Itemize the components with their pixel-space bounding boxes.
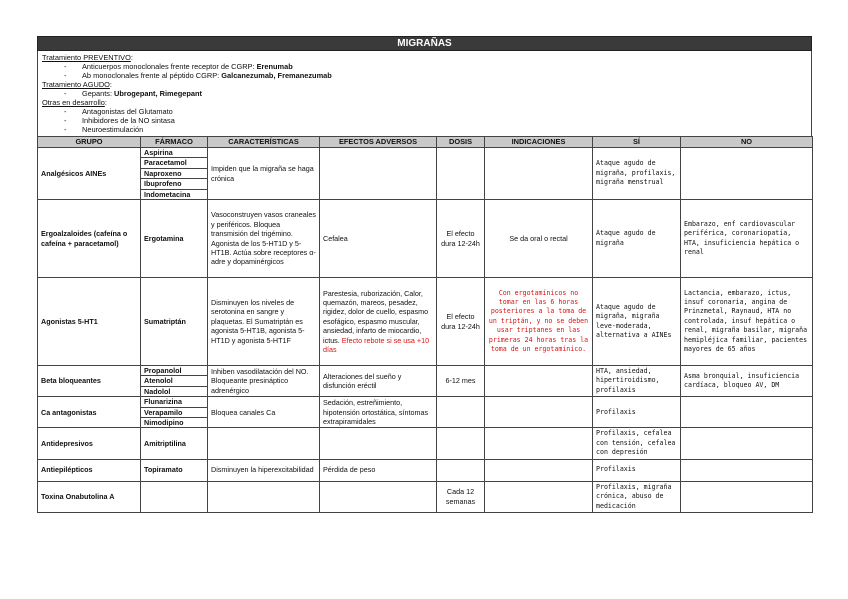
list-item: - Neuroestimulación — [64, 125, 807, 134]
drug-cell: Ergotamina — [141, 200, 208, 278]
adverse-cell: Pérdida de peso — [320, 459, 437, 481]
features-cell: Inhiben vasodilatación del NO. Bloqueante presináptico adrenérgico — [208, 366, 320, 397]
indications-cell — [485, 366, 593, 397]
adverse-cell: Alteraciones del sueño y disfunción eréctil — [320, 366, 437, 397]
no-cell — [681, 428, 813, 459]
group-cell: Antiepilépticos — [38, 459, 141, 481]
col-header-yes: SÍ — [593, 137, 681, 148]
features-cell: Vasoconstruyen vasos craneales y periféricos. Bloquea transmisión del trigémino. Agonista de los 5-HT1D y 5-HT1B. Actúa sobre receptores α-adre y dopaminérgicos — [208, 200, 320, 278]
table-row — [38, 278, 813, 366]
no-cell — [681, 481, 813, 512]
drug-cell — [141, 481, 208, 512]
drug-cell: Ibuprofeno — [141, 179, 208, 189]
dose-cell — [437, 397, 485, 428]
no-cell: Asma bronquial, insuficiencia cardíaca, bloqueo AV, DM — [681, 366, 813, 397]
indications-cell — [485, 148, 593, 200]
yes-cell: HTA, ansiedad, hipertiroidismo, profilaxis — [593, 366, 681, 397]
features-cell: Impiden que la migraña se haga crónica — [208, 148, 320, 200]
no-cell — [681, 397, 813, 428]
preventive-heading: Tratamiento PREVENTIVO — [42, 53, 131, 62]
drug-cell: Propanolol — [141, 366, 208, 376]
acute-list — [42, 89, 807, 98]
dose-cell — [437, 428, 485, 459]
indications-cell — [485, 459, 593, 481]
intro-section: Tratamiento PREVENTIVO: - Anticuerpos monoclonales frente receptor de CGRP: Erenumab - Ab monoclonales frente al péptido CGRP: Galcanezumab, Fremanezumab Tratamiento AGUDO: - Gepants: Ubrogepant, Rimegepant Otras en desarrollo: - Antagonistas del Glutamato - Inhibidores de la NO sintasa - Neuroestimulación — [37, 51, 812, 136]
list-item: - Ab monoclonales frente al péptido CGRP: Galcanezumab, Fremanezumab — [64, 71, 807, 80]
indications-cell: Se da oral o rectal — [485, 200, 593, 278]
features-cell — [208, 481, 320, 512]
no-cell — [681, 148, 813, 200]
list-item: - Anticuerpos monoclonales frente receptor de CGRP: Erenumab — [64, 62, 807, 71]
drug-table — [37, 136, 813, 513]
list-item: - Gepants: Ubrogepant, Rimegepant — [64, 89, 807, 98]
features-cell: Disminuyen la hiperexcitabilidad — [208, 459, 320, 481]
dose-cell: El efecto dura 12-24h — [437, 278, 485, 366]
indications-cell — [485, 428, 593, 459]
dev-heading: Otras en desarrollo — [42, 98, 105, 107]
table-row — [38, 459, 813, 481]
list-item: - Inhibidores de la NO sintasa — [64, 116, 807, 125]
drug-cell: Indometacina — [141, 189, 208, 199]
col-header-dose: DOSIS — [437, 137, 485, 148]
col-header-group: GRUPO — [38, 137, 141, 148]
drug-cell: Nadolol — [141, 386, 208, 396]
yes-cell: Ataque agudo de migraña, profilaxis, migraña menstrual — [593, 148, 681, 200]
yes-cell: Profilaxis, migraña crónica, abuso de medicación — [593, 481, 681, 512]
indications-cell: Con ergotamínicos no tomar en las 6 horas posteriores a la toma de un triptán, y no se deben usar triptanes en las primeras 24 horas tras la toma de un ergotamínico. — [485, 278, 593, 366]
drug-cell: Naproxeno — [141, 168, 208, 178]
migraine-sheet — [37, 36, 812, 513]
group-cell: Ergoalzaloides (cafeína o cafeína + paracetamol) — [38, 200, 141, 278]
list-item: - Antagonistas del Glutamato — [64, 107, 807, 116]
col-header-no: NO — [681, 137, 813, 148]
adverse-cell: Parestesia, ruborización, Calor, quemazón, mareos, pesadez, rigidez, dolor de cuello, espasmo esofágico, espasmo muscular, ansiedad, infarto de miocardio, ictus. Efecto rebote si se usa +10 días — [320, 278, 437, 366]
features-cell: Bloquea canales Ca — [208, 397, 320, 428]
adverse-cell — [320, 481, 437, 512]
drug-cell: Sumatriptán — [141, 278, 208, 366]
col-header-indications: INDICACIONES — [485, 137, 593, 148]
group-cell: Agonistas 5-HT1 — [38, 278, 141, 366]
group-cell: Analgésicos AINEs — [38, 148, 141, 200]
adverse-cell — [320, 428, 437, 459]
drug-cell: Topiramato — [141, 459, 208, 481]
yes-cell: Profilaxis, cefalea con tensión, cefalea con depresión — [593, 428, 681, 459]
preventive-list — [42, 62, 807, 80]
drug-cell: Verapamilo — [141, 407, 208, 417]
drug-cell: Amitriptilina — [141, 428, 208, 459]
table-row — [38, 148, 813, 158]
adverse-cell: Cefalea — [320, 200, 437, 278]
adverse-cell — [320, 148, 437, 200]
features-cell — [208, 428, 320, 459]
yes-cell: Profilaxis — [593, 397, 681, 428]
page-title: MIGRAÑAS — [37, 36, 812, 51]
table-row — [38, 200, 813, 278]
table-row — [38, 428, 813, 459]
col-header-drug: FÁRMACO — [141, 137, 208, 148]
acute-heading: Tratamiento AGUDO — [42, 80, 110, 89]
col-header-adverse: EFECTOS ADVERSOS — [320, 137, 437, 148]
col-header-features: CARACTERÍSTICAS — [208, 137, 320, 148]
dose-cell: Cada 12 semanas — [437, 481, 485, 512]
indications-cell — [485, 481, 593, 512]
table-row — [38, 366, 813, 376]
rebound-warning: Efecto rebote si se usa +10 días — [323, 335, 430, 355]
no-cell — [681, 459, 813, 481]
table-row — [38, 397, 813, 407]
group-cell: Toxina Onabutolina A — [38, 481, 141, 512]
dose-cell — [437, 148, 485, 200]
indications-cell — [485, 397, 593, 428]
group-cell: Ca antagonistas — [38, 397, 141, 428]
dev-list — [42, 107, 807, 134]
dose-cell: El efecto dura 12-24h — [437, 200, 485, 278]
yes-cell: Ataque agudo de migraña, migraña leve-moderada, alternativa a AINEs — [593, 278, 681, 366]
no-cell: Lactancia, embarazo, ictus, insuf coronaria, angina de Prinzmetal, Raynaud, HTA no controlada, insuf hepática o renal, migraña basilar, migraña hemipléjica familiar, pacientes mayores de 65 años — [681, 278, 813, 366]
features-cell: Disminuyen los niveles de serotonina en sangre y plaquetas. El Sumatriptán es agonista 5-HT1B, agonista 5-HT1D y agonista 5-HT1F — [208, 278, 320, 366]
drug-cell: Atenolol — [141, 376, 208, 386]
group-cell: Antidepresivos — [38, 428, 141, 459]
yes-cell: Ataque agudo de migraña — [593, 200, 681, 278]
drug-cell: Aspirina — [141, 148, 208, 158]
no-cell: Embarazo, enf cardiovascular periférica, coronariopatía, HTA, insuficiencia hepática o renal — [681, 200, 813, 278]
group-cell: Beta bloqueantes — [38, 366, 141, 397]
table-header-row — [38, 137, 813, 148]
dose-cell: 6-12 mes — [437, 366, 485, 397]
drug-cell: Nimodipino — [141, 418, 208, 428]
adverse-cell: Sedación, estreñimiento, hipotensión ortostática, síntomas extrapiramidales — [320, 397, 437, 428]
drug-cell: Paracetamol — [141, 158, 208, 168]
yes-cell: Profilaxis — [593, 459, 681, 481]
drug-cell: Flunarizina — [141, 397, 208, 407]
table-row — [38, 481, 813, 512]
dose-cell — [437, 459, 485, 481]
